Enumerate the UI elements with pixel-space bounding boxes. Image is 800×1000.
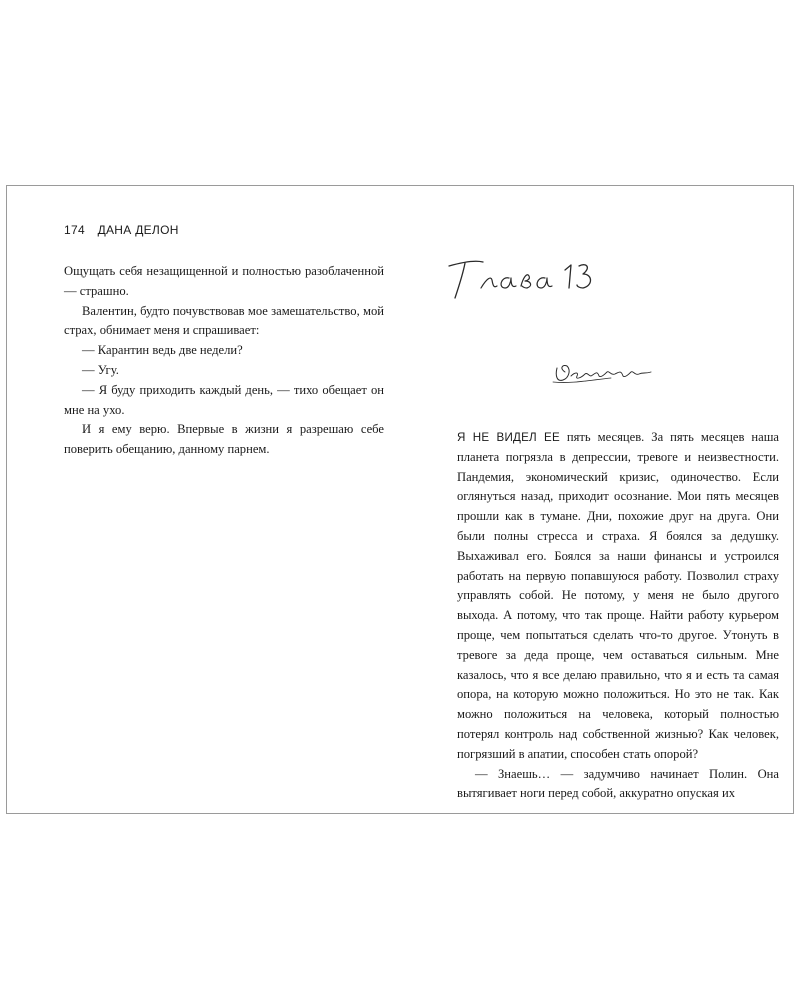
paragraph: — Знаешь… — задумчиво начинает Полин. Она вытягивает ноги перед собой, аккуратно опуская их <box>457 766 779 801</box>
chapter-heading <box>445 248 615 308</box>
right-page <box>401 186 793 813</box>
book-spread <box>6 185 794 814</box>
running-head <box>64 223 179 237</box>
paragraph: И я ему верю. Впервые в жизни я разрешаю себе поверить обещанию, данному парнем. <box>64 422 384 457</box>
lead-in: Я НЕ ВИДЕЛ ЕЕ <box>457 431 560 444</box>
paragraph <box>457 428 779 765</box>
paragraph: Валентин, будто почувствовав мое замешательство, мой страх, обнимает меня и спрашивает: <box>64 303 384 338</box>
pov-signature <box>551 358 657 388</box>
page-number: 174 <box>64 223 85 237</box>
signature-handwriting-icon <box>551 358 657 388</box>
paragraph: — Карантин ведь две недели? <box>82 343 243 358</box>
paragraph: Ощущать себя незащищенной и полностью разоблаченной — страшно. <box>64 264 384 298</box>
right-body-text <box>457 428 779 804</box>
chapter-handwriting-icon <box>445 248 615 308</box>
paragraph: — Я буду приходить каждый день, — тихо обещает он мне на ухо. <box>64 382 384 417</box>
paragraph-rest: пять месяцев. За пять месяцев наша планета погрязла в депрессии, тревоге и неизвестности. Пандемия, экономический кризис, одиночество. Если оглянуться назад, приходит осознание. Мои пять месяцев прошли как в тумане. Дни, похожие друг на друга. Они были полны стресса и страха. Я боялся за дедушку. Выхаживал его. Боялся за наши финансы и устроился работать на первую попавшуюся работу. Позволил страху управлять собой. Не потому, у меня не было другого выхода. А потому, что так проще. Найти работу курьером проще, чем попытаться сделать что-то другое. Утонуть в тревоге за деда проще, чем оставаться сильным. Мне казалось, что я все делаю правильно, что я и есть та самая опора, на которую можно положиться. Но это не так. Как можно положиться на человека, который полностью потерял контроль над собственной жизнью? Как человек, погрязший в апатии, способен стать опорой? <box>457 430 779 761</box>
paragraph: — Угу. <box>82 362 119 377</box>
author-name: ДАНА ДЕЛОН <box>97 223 179 237</box>
left-page <box>7 186 401 813</box>
left-body-text <box>64 262 384 460</box>
